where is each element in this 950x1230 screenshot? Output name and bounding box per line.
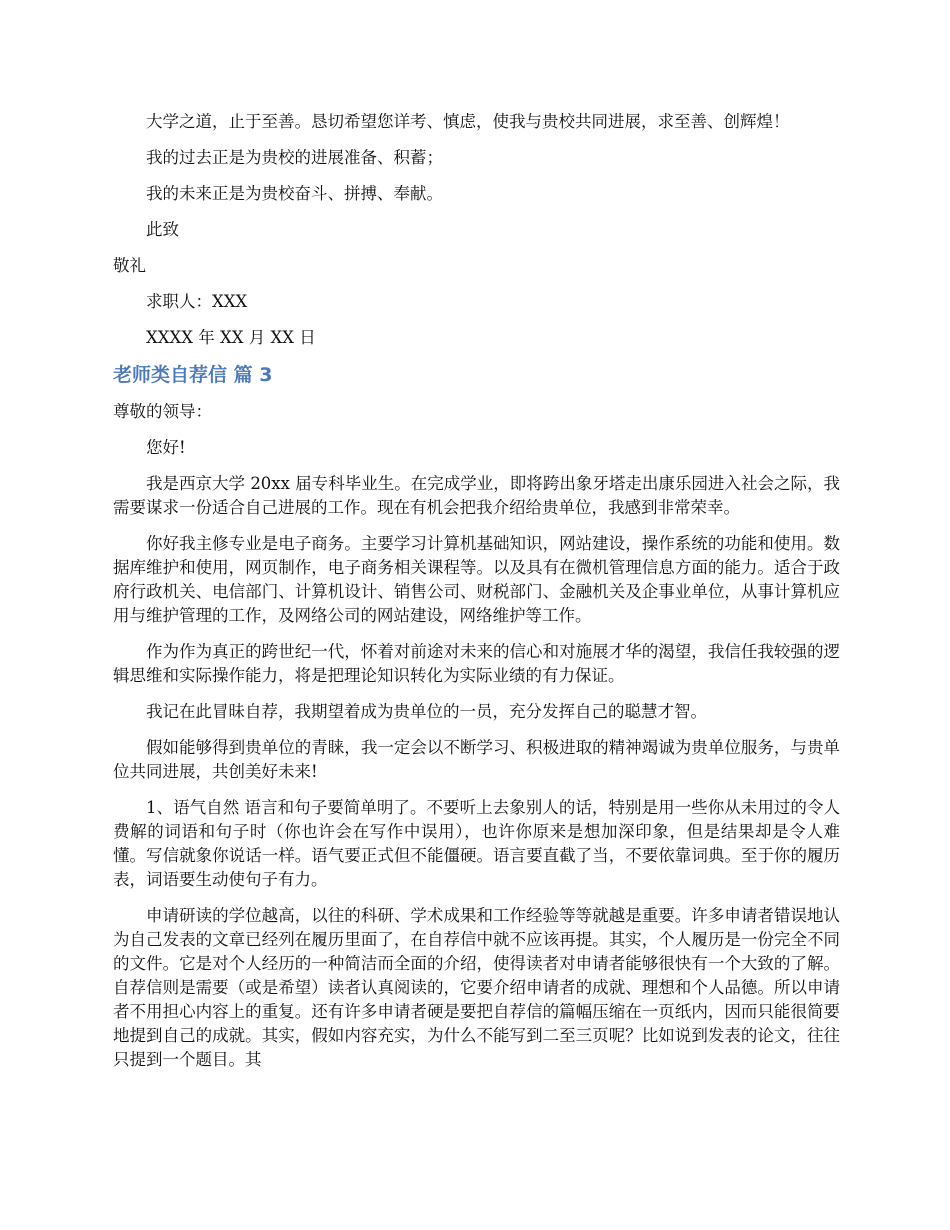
body-paragraph: 我记在此冒昧自荐，我期望着成为贵单位的一员，充分发挥自己的聪慧才智。 — [146, 702, 707, 721]
body-paragraph: 你好我主修专业是电子商务。主要学习计算机基础知识，网站建设，操作系统的功能和使用。数据库维护和使用，网页制作，电子商务相关课程等。以及具有在微机管理信息方面的能力。适合于政府行政机关、电信部门、计算机设计、销售公司、财税部门、金融机关及企事业单位，从事计算机应用与维护管理的工作，及网络公司的网站建设，网络维护等工作。 — [113, 534, 840, 625]
signature: 求职人：XXX — [146, 292, 248, 311]
body-paragraph: 申请研读的学位越高，以往的科研、学术成果和工作经验等等就越是重要。许多申请者错误地认为自己发表的文章已经列在履历里面了，在自荐信中就不应该再提。其实，个人履历是一份完全不同的文件。它是对个人经历的一种简洁而全面的介绍，使得读者对申请者能够很快有一个大致的了解。自荐信则是需要（或是希望）读者认真阅读的，它要介绍申请者的成就、理想和个人品德。所以申请者不用担心内容上的重复。还有许多申请者硬是要把自荐信的篇幅压缩在一页纸内，因而只能很简要地提到自己的成就。其实，假如内容充实，为什么不能写到二至三页呢？比如说到发表的论文，往往只提到一个题目。其 — [113, 906, 840, 1069]
closing-phrase: 此致 — [146, 220, 179, 239]
body-paragraph: 假如能够得到贵单位的青睐，我一定会以不断学习、积极进取的精神竭诚为贵单位服务，与贵单位共同进展，共创美好未来! — [113, 738, 840, 781]
hello-line: 您好! — [146, 438, 186, 457]
body-paragraph: 我是西京大学 20xx 届专科毕业生。在完成学业，即将跨出象牙塔走出康乐园进入社会之际，我需要谋求一份适合自己进展的工作。现在有机会把我介绍给贵单位，我感到非常荣幸。 — [113, 474, 840, 517]
salute: 敬礼 — [113, 256, 146, 275]
closing-paragraph: 我的过去正是为贵校的进展准备、积蓄； — [146, 148, 443, 167]
section-heading: 老师类自荐信 篇 3 — [113, 364, 273, 386]
closing-paragraph: 大学之道，止于至善。恳切希望您详考、慎虑，使我与贵校共同进展，求至善、创辉煌！ — [146, 112, 790, 131]
date-line: XXXX 年 XX 月 XX 日 — [146, 328, 316, 347]
greeting: 尊敬的领导： — [113, 402, 212, 421]
body-paragraph: 作为作为真正的跨世纪一代，怀着对前途对未来的信心和对施展才华的渴望，我信任我较强的逻辑思维和实际操作能力，将是把理论知识转化为实际业绩的有力保证。 — [113, 642, 840, 685]
body-paragraph: 1、语气自然 语言和句子要简单明了。不要听上去象别人的话，特别是用一些你从未用过的令人费解的词语和句子时（你也许会在写作中误用），也许你原来是想加深印象，但是结果却是令人难懂。写信就象你说话一样。语气要正式但不能僵硬。语言要直截了当，不要依靠词典。至于你的履历表，词语要生动使句子有力。 — [113, 798, 840, 889]
document-body — [113, 110, 840, 1084]
closing-paragraph: 我的未来正是为贵校奋斗、拼搏、奉献。 — [146, 184, 443, 203]
